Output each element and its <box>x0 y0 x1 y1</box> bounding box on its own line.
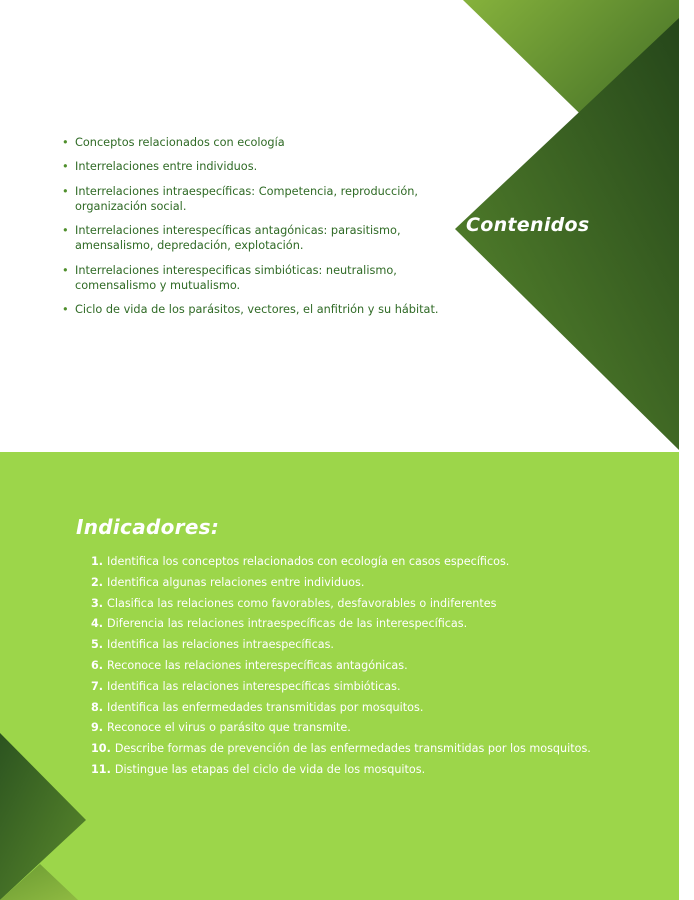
contents-item-text: Interrelaciones interespecificas simbióticas: neutralismo, <box>75 263 397 277</box>
contents-item-text-continued: comensalismo y mutualismo. <box>75 278 241 292</box>
indicator-text: Identifica las enfermedades transmitidas por mosquitos. <box>107 700 424 714</box>
indicator-text: Identifica las relaciones intraespecíficas. <box>107 638 334 652</box>
indicator-number: 2. <box>91 575 104 589</box>
contents-title: Contenidos <box>466 214 590 236</box>
contents-item-text: Ciclo de vida de los parásitos, vectores, el anfitrión y su hábitat. <box>75 302 439 316</box>
indicator-item <box>91 698 671 719</box>
contents-item-text: Interrelaciones entre individuos. <box>75 160 258 174</box>
indicator-item <box>91 677 671 698</box>
contents-item-text: Conceptos relacionados con ecología <box>75 136 285 149</box>
indicator-text: Distingue las etapas del ciclo de vida de los mosquitos. <box>114 762 426 776</box>
indicator-item <box>91 635 671 656</box>
contents-item <box>62 159 462 174</box>
indicator-item <box>91 718 671 739</box>
indicator-number: 4. <box>91 617 104 631</box>
indicator-text: Diferencia las relaciones intraespecíficas de las interespecíficas. <box>107 617 468 631</box>
indicator-number: 10. <box>91 742 111 756</box>
indicator-item <box>91 739 671 760</box>
indicator-text: Reconoce las relaciones interespecíficas antagónicas. <box>107 658 408 672</box>
contents-item <box>62 263 462 293</box>
indicator-number: 8. <box>91 700 104 714</box>
contents-item <box>62 302 462 317</box>
contents-item-text-continued: amensalismo, depredación, explotación. <box>75 239 304 253</box>
contents-item <box>62 223 462 253</box>
indicators-title: Indicadores: <box>76 515 220 539</box>
indicator-text: Identifica los conceptos relacionados con ecología en casos específicos. <box>107 555 510 568</box>
indicator-number: 11. <box>91 762 111 776</box>
indicator-text: Identifica algunas relaciones entre individuos. <box>107 575 365 589</box>
indicator-text: Describe formas de prevención de las enfermedades transmitidas por los mosquitos. <box>114 742 591 756</box>
contents-item <box>62 135 462 150</box>
right-edge-strip <box>679 0 694 900</box>
indicator-number: 5. <box>91 638 104 652</box>
indicator-number: 9. <box>91 721 104 735</box>
indicator-item <box>91 656 671 677</box>
bullet-dot: • <box>62 184 69 198</box>
indicator-item <box>91 594 671 615</box>
indicator-item <box>91 552 671 573</box>
indicator-number: 6. <box>91 658 104 672</box>
indicator-text: Reconoce el virus o parásito que transmite. <box>107 721 351 735</box>
indicator-text: Clasifica las relaciones como favorables, desfavorables o indiferentes <box>107 596 497 610</box>
contents-list <box>62 135 462 326</box>
contents-item-text: Interrelaciones interespecíficas antagónicas: parasitismo, <box>75 224 401 238</box>
indicator-number: 1. <box>91 555 104 568</box>
indicators-list <box>91 552 671 781</box>
bullet-dot: • <box>62 136 69 149</box>
contents-item-text: Interrelaciones intraespecíficas: Competencia, reproducción, <box>75 184 419 198</box>
contents-item-text-continued: organización social. <box>75 199 187 213</box>
indicator-number: 7. <box>91 679 104 693</box>
contents-item <box>62 184 462 214</box>
bullet-dot: • <box>62 224 69 238</box>
bullet-dot: • <box>62 160 69 174</box>
indicator-item <box>91 760 671 781</box>
indicator-text: Identifica las relaciones interespecíficas simbióticas. <box>107 679 401 693</box>
bullet-dot: • <box>62 302 69 316</box>
indicator-number: 3. <box>91 596 104 610</box>
indicator-item <box>91 573 671 594</box>
indicator-item <box>91 614 671 635</box>
bullet-dot: • <box>62 263 69 277</box>
